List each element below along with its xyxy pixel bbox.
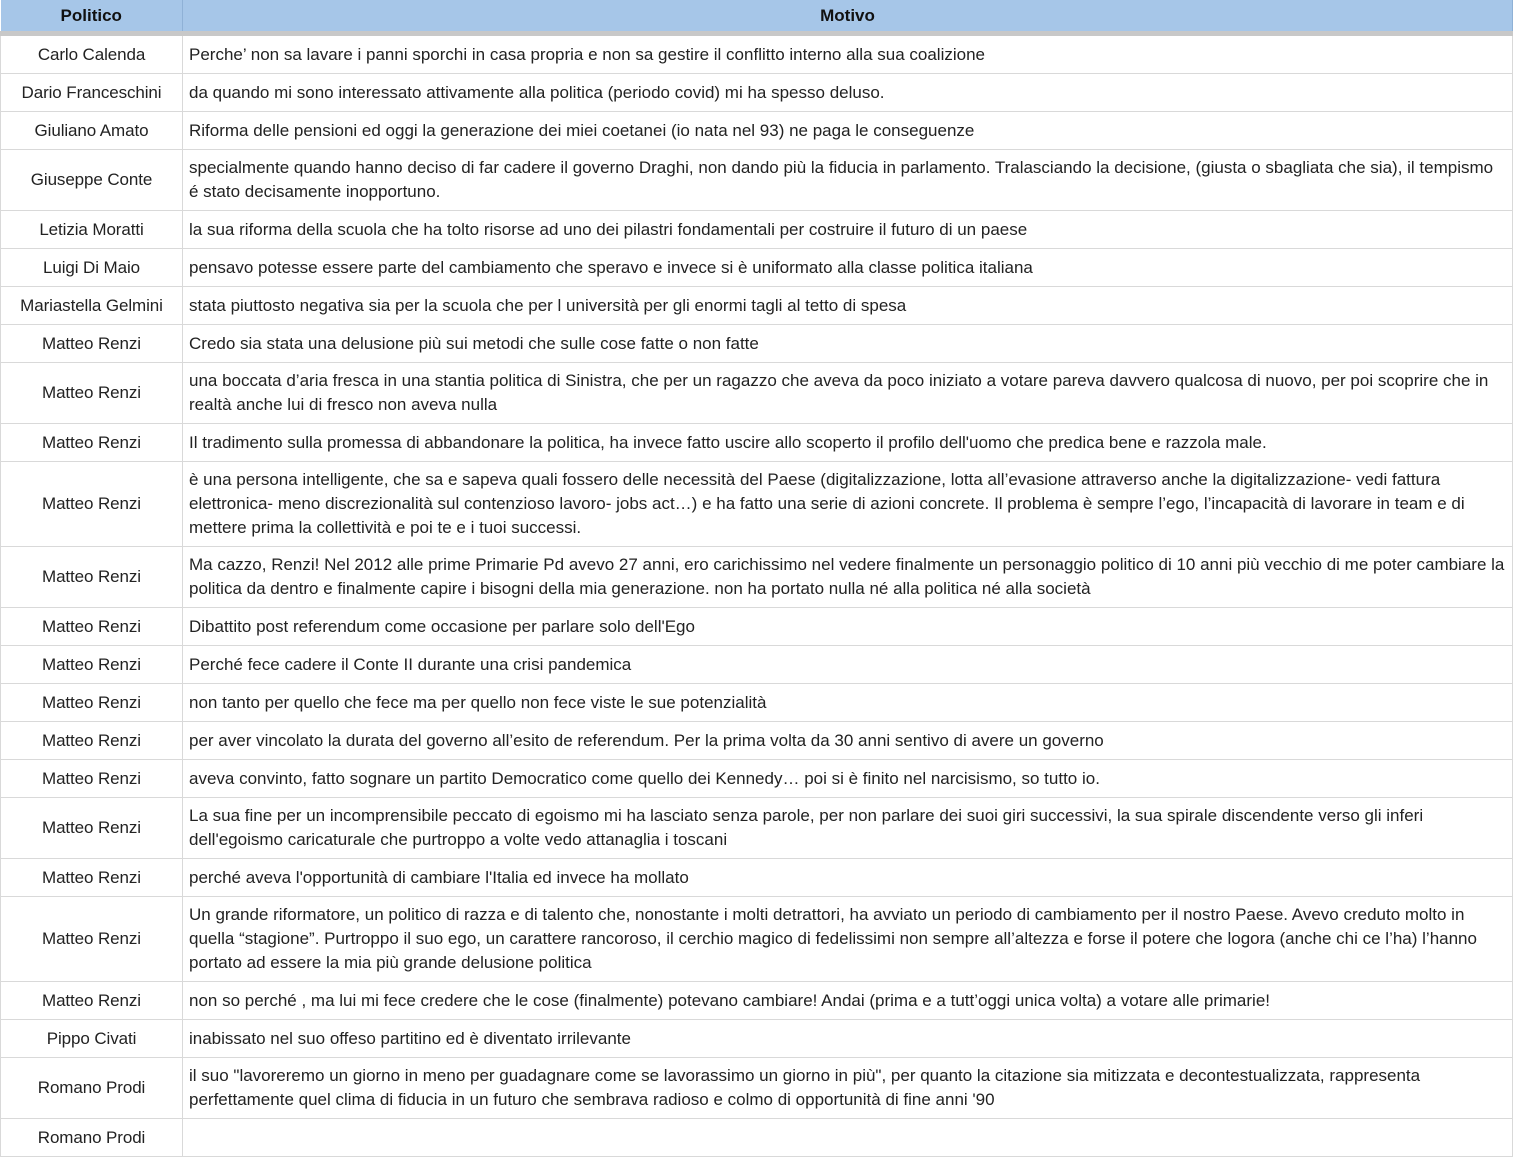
table-row xyxy=(1,608,1513,646)
cell-politico[interactable]: Matteo Renzi xyxy=(1,722,183,760)
table-row xyxy=(1,859,1513,897)
cell-motivo[interactable]: Credo sia stata una delusione più sui metodi che sulle cose fatte o non fatte xyxy=(183,325,1513,363)
cell-motivo[interactable]: Dibattito post referendum come occasione per parlare solo dell'Ego xyxy=(183,608,1513,646)
cell-motivo[interactable]: non tanto per quello che fece ma per quello non fece viste le sue potenzialità xyxy=(183,684,1513,722)
cell-politico[interactable]: Matteo Renzi xyxy=(1,982,183,1020)
cell-motivo[interactable]: è una persona intelligente, che sa e sapeva quali fossero delle necessità del Paese (digitalizzazione, lotta all’evasione attraverso anche la digitalizzazione- vedi fattura elettronica- meno discrezionalità sul contenzioso lavoro- jobs act…) e ha fatto una serie di azioni concrete. Il problema è sempre l’ego, l’incapacità di lavorare in team e di mettere prima la collettività e poi te e i tuoi successi. xyxy=(183,462,1513,547)
cell-politico[interactable]: Dario Franceschini xyxy=(1,74,183,112)
table-row xyxy=(1,424,1513,462)
cell-politico[interactable]: Matteo Renzi xyxy=(1,646,183,684)
cell-politico[interactable]: Mariastella Gelmini xyxy=(1,287,183,325)
cell-motivo[interactable]: perché aveva l'opportunità di cambiare l'Italia ed invece ha mollato xyxy=(183,859,1513,897)
table-row xyxy=(1,249,1513,287)
cell-motivo[interactable]: Ma cazzo, Renzi! Nel 2012 alle prime Primarie Pd avevo 27 anni, ero carichissimo nel vedere finalmente un personaggio politico di 10 anni più vecchio di me poter cambiare la politica da dentro e finalmente capire i bisogni della mia generazione. non ha portato nulla né alla politica né alla società xyxy=(183,547,1513,608)
cell-motivo[interactable]: pensavo potesse essere parte del cambiamento che speravo e invece si è uniformato alla classe politica italiana xyxy=(183,249,1513,287)
header-row xyxy=(1,0,1513,34)
cell-motivo[interactable]: il suo "lavoreremo un giorno in meno per guadagnare come se lavorassimo un giorno in più", per quanto la citazione sia mitizzata e decontestualizzata, rappresenta perfettamente quel clima di fiducia in un futuro che sembrava radioso e colmo di opportunità di fine anni '90 xyxy=(183,1058,1513,1119)
table-row xyxy=(1,325,1513,363)
table-row xyxy=(1,74,1513,112)
table-row xyxy=(1,982,1513,1020)
table-row xyxy=(1,722,1513,760)
cell-motivo[interactable]: per aver vincolato la durata del governo all’esito de referendum. Per la prima volta da 30 anni sentivo di avere un governo xyxy=(183,722,1513,760)
cell-motivo[interactable]: Un grande riformatore, un politico di razza e di talento che, nonostante i molti detrattori, ha avviato un periodo di cambiamento per il nostro Paese. Avevo creduto molto in quella “stagione”. Purtroppo il suo ego, un carattere rancoroso, il cerchio magico di fedelissimi non sempre all’altezza e forse il potere che logora (anche chi ce l’ha) l’hanno portato ad essere la mia più grande delusione politica xyxy=(183,897,1513,982)
cell-motivo[interactable]: aveva convinto, fatto sognare un partito Democratico come quello dei Kennedy… poi si è finito nel narcisismo, so tutto io. xyxy=(183,760,1513,798)
cell-motivo[interactable]: Perche’ non sa lavare i panni sporchi in casa propria e non sa gestire il conflitto interno alla sua coalizione xyxy=(183,34,1513,74)
header-politico[interactable]: Politico xyxy=(1,0,183,34)
cell-motivo[interactable]: Perché fece cadere il Conte II durante una crisi pandemica xyxy=(183,646,1513,684)
cell-politico[interactable]: Giuliano Amato xyxy=(1,112,183,150)
cell-motivo[interactable]: specialmente quando hanno deciso di far cadere il governo Draghi, non dando più la fiducia in parlamento. Tralasciando la decisione, (giusta o sbagliata che sia), il tempismo é stato decisamente inopportuno. xyxy=(183,150,1513,211)
table-row xyxy=(1,1020,1513,1058)
cell-politico[interactable]: Romano Prodi xyxy=(1,1058,183,1119)
header-motivo[interactable]: Motivo xyxy=(183,0,1513,34)
cell-motivo[interactable]: Riforma delle pensioni ed oggi la generazione dei miei coetanei (io nata nel 93) ne paga le conseguenze xyxy=(183,112,1513,150)
table-row xyxy=(1,112,1513,150)
table-row xyxy=(1,798,1513,859)
table-row xyxy=(1,1119,1513,1157)
cell-politico[interactable]: Matteo Renzi xyxy=(1,897,183,982)
cell-motivo[interactable]: da quando mi sono interessato attivamente alla politica (periodo covid) mi ha spesso deluso. xyxy=(183,74,1513,112)
table-row xyxy=(1,646,1513,684)
table-row xyxy=(1,760,1513,798)
cell-politico[interactable]: Matteo Renzi xyxy=(1,462,183,547)
table-row xyxy=(1,462,1513,547)
cell-motivo[interactable]: Il tradimento sulla promessa di abbandonare la politica, ha invece fatto uscire allo scoperto il profilo dell'uomo che predica bene e razzola male. xyxy=(183,424,1513,462)
cell-politico[interactable]: Matteo Renzi xyxy=(1,859,183,897)
cell-politico[interactable]: Matteo Renzi xyxy=(1,798,183,859)
table-row xyxy=(1,150,1513,211)
table-row xyxy=(1,684,1513,722)
table-row xyxy=(1,211,1513,249)
table-row xyxy=(1,897,1513,982)
cell-politico[interactable]: Giuseppe Conte xyxy=(1,150,183,211)
cell-politico[interactable]: Matteo Renzi xyxy=(1,547,183,608)
table-row xyxy=(1,363,1513,424)
cell-motivo[interactable]: la sua riforma della scuola che ha tolto risorse ad uno dei pilastri fondamentali per costruire il futuro di un paese xyxy=(183,211,1513,249)
cell-motivo[interactable]: La sua fine per un incomprensibile peccato di egoismo mi ha lasciato senza parole, per non parlare dei suoi giri successivi, la sua spirale discendente verso gli inferi dell'egoismo caricaturale che purtroppo a volte vedo attanaglia i toscani xyxy=(183,798,1513,859)
cell-politico[interactable]: Pippo Civati xyxy=(1,1020,183,1058)
cell-politico[interactable]: Matteo Renzi xyxy=(1,325,183,363)
cell-politico[interactable]: Matteo Renzi xyxy=(1,608,183,646)
table-row xyxy=(1,34,1513,74)
table-row xyxy=(1,547,1513,608)
cell-politico[interactable]: Carlo Calenda xyxy=(1,34,183,74)
cell-politico[interactable]: Matteo Renzi xyxy=(1,684,183,722)
cell-politico[interactable]: Matteo Renzi xyxy=(1,363,183,424)
cell-motivo[interactable]: non so perché , ma lui mi fece credere che le cose (finalmente) potevano cambiare! Andai (prima e a tutt’oggi unica volta) a votare alle primarie! xyxy=(183,982,1513,1020)
cell-politico[interactable]: Matteo Renzi xyxy=(1,424,183,462)
cell-politico[interactable]: Matteo Renzi xyxy=(1,760,183,798)
cell-motivo[interactable]: inabissato nel suo offeso partitino ed è diventato irrilevante xyxy=(183,1020,1513,1058)
cell-politico[interactable]: Romano Prodi xyxy=(1,1119,183,1157)
cell-politico[interactable]: Letizia Moratti xyxy=(1,211,183,249)
table-row xyxy=(1,287,1513,325)
cell-politico[interactable]: Luigi Di Maio xyxy=(1,249,183,287)
table-row xyxy=(1,1058,1513,1119)
cell-motivo[interactable]: una boccata d’aria fresca in una stantia politica di Sinistra, che per un ragazzo che aveva da poco iniziato a votare pareva davvero qualcosa di nuovo, per poi scoprire che in realtà anche lui di fresco non aveva nulla xyxy=(183,363,1513,424)
cell-motivo[interactable] xyxy=(183,1119,1513,1157)
cell-motivo[interactable]: stata piuttosto negativa sia per la scuola che per l università per gli enormi tagli al tetto di spesa xyxy=(183,287,1513,325)
